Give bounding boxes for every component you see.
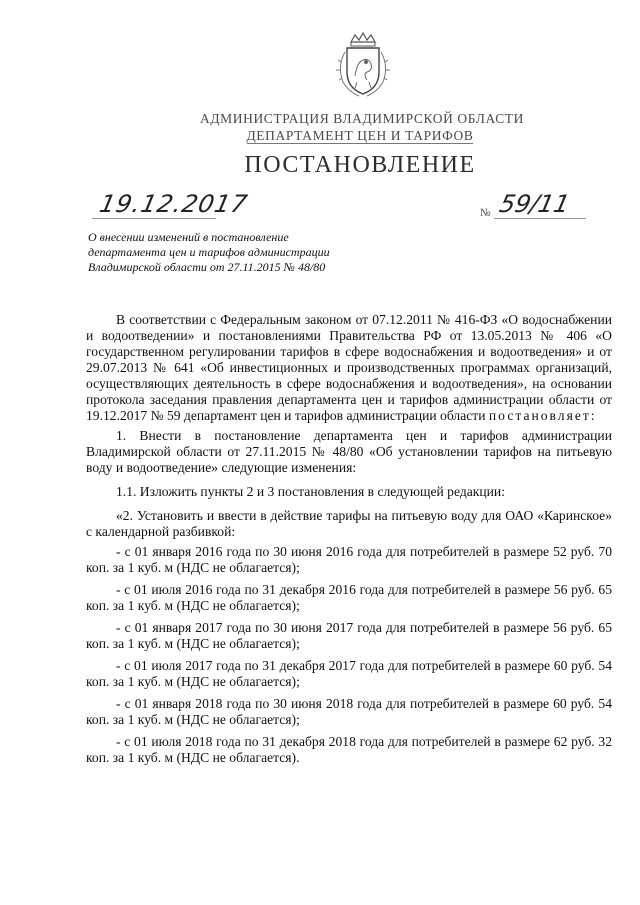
coat-of-arms-icon — [333, 32, 393, 100]
tariff-item: - с 01 июля 2017 года по 31 декабря 2017 года для потребителей в размере 60 руб. 54 коп. за 1 куб. м (НДС не облагается); — [86, 658, 612, 689]
date-underline — [92, 218, 216, 219]
intro-text: В соответствии с Федеральным законом от 07.12.2011 № 416-ФЗ «О водоснабжении и водоотведении» и постановлениями Правительства РФ от 13.05.2013 № 406 «О государственном регулировании тарифов в сфере водоснабжения и водоотведения» и от 29.07.2013 № 641 «Об инвестиционных и производственных программах организаций, осуществляющих деятельность в сфере водоснабжения и водоотведения», на основании протокола заседания правления департамента цен и тарифов администрации области от 19.12.2017 № 59 департамент цен и тарифов администрации области — [86, 312, 612, 423]
organization-name: АДМИНИСТРАЦИЯ ВЛАДИМИРСКОЙ ОБЛАСТИ — [200, 111, 524, 126]
tariff-item: - с 01 января 2017 года по 30 июня 2017 года для потребителей в размере 56 руб. 65 коп. за 1 куб. м (НДС не облагается); — [86, 620, 612, 651]
document-date: 19.12.2017 — [97, 190, 251, 218]
item-1: 1. Внести в постановление департамента цен и тарифов администрации Владимирской области от 27.11.2015 № 48/80 «Об установлении тарифов на питьевую воду и водоотведение» следующие изменения: — [86, 428, 612, 475]
tariff-item: - с 01 июля 2016 года по 31 декабря 2016 года для потребителей в размере 56 руб. 65 коп. за 1 куб. м (НДС не облагается); — [86, 582, 612, 613]
document-subject: О внесении изменений в постановление департамента цен и тарифов администрации Владимирской области от 27.11.2015 № 48/80 — [88, 230, 330, 274]
number-underline — [494, 218, 586, 219]
tariff-item: - с 01 января 2018 года по 30 июня 2018 года для потребителей в размере 60 руб. 54 коп. за 1 куб. м (НДС не облагается); — [86, 696, 612, 727]
item-1-1: 1.1. Изложить пункты 2 и 3 постановления в следующей редакции: — [116, 484, 505, 499]
tariff-item: - с 01 июля 2018 года по 31 декабря 2018 года для потребителей в размере 62 руб. 32 коп. за 1 куб. м (НДС не облагается). — [86, 734, 612, 765]
number-prefix: № — [480, 207, 491, 219]
intro-paragraph — [86, 312, 612, 424]
document-type-title: ПОСТАНОВЛЕНИЕ — [244, 152, 476, 178]
resolves-text: постановляет: — [488, 408, 597, 423]
document-body — [86, 312, 612, 772]
document-number: 59/11 — [497, 190, 573, 218]
tariff-item: - с 01 января 2016 года по 30 июня 2016 года для потребителей в размере 52 руб. 70 коп. за 1 куб. м (НДС не облагается); — [86, 544, 612, 575]
item-2: «2. Установить и ввести в действие тарифы на питьевую воду для ОАО «Каринское» с календарной разбивкой: — [86, 508, 612, 539]
department-name: ДЕПАРТАМЕНТ ЦЕН И ТАРИФОВ — [246, 128, 474, 143]
